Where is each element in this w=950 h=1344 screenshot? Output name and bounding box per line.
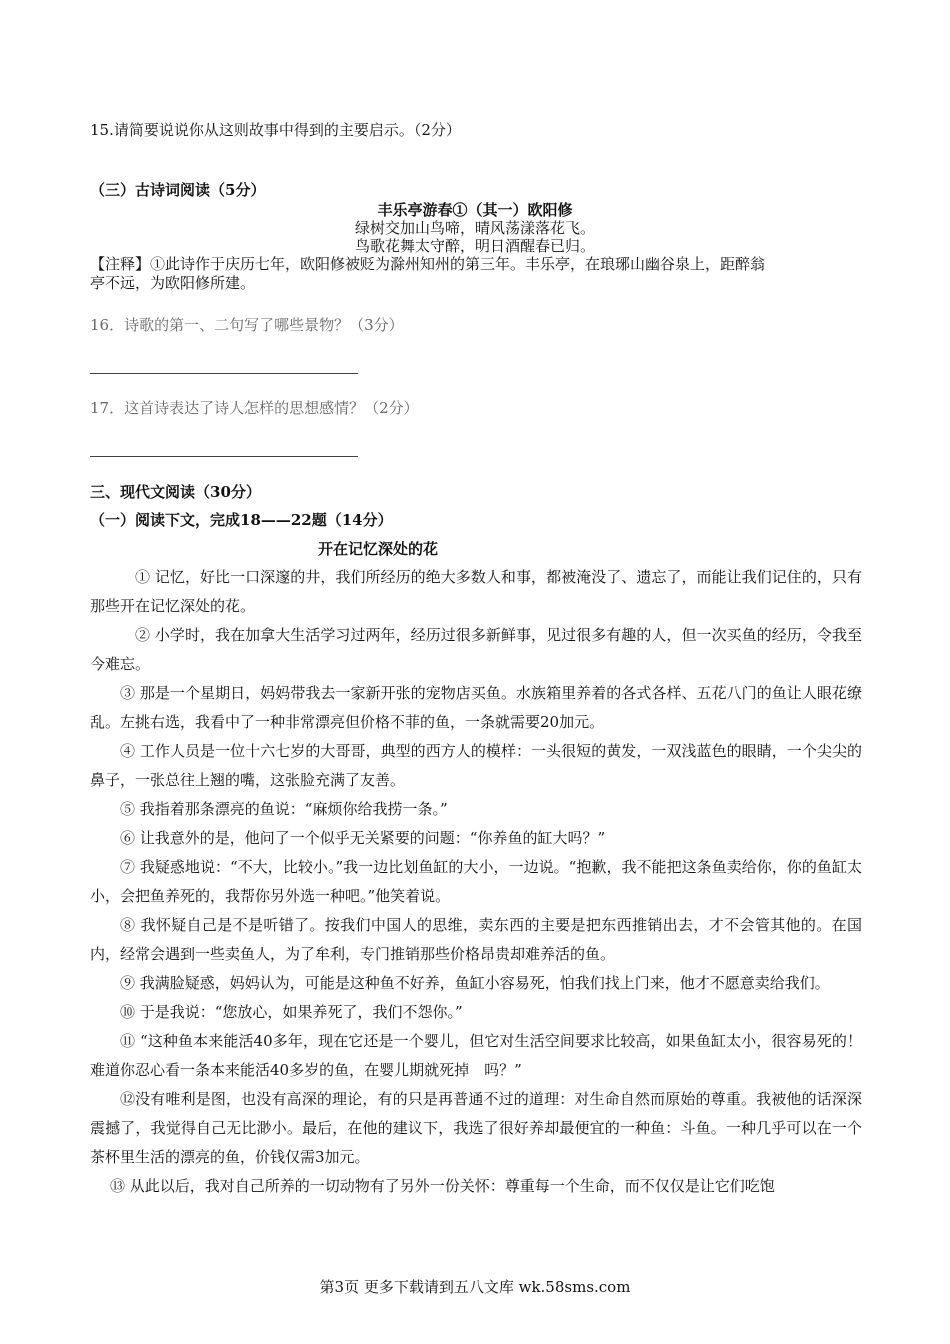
article-paragraph-8: ⑧ 我怀疑自己是不是听错了。按我们中国人的思维，卖东西的主要是把东西推销出去，才不会管其他的。在国内，经常会遇到一些卖鱼人，为了牟利，专门推销那些价格昂贵却难养活的鱼。 bbox=[90, 916, 862, 963]
article-paragraph-12: ⑫没有唯利是图，也没有高深的理论，有的只是再普通不过的道理：对生命自然而原始的尊重。我被他的话深深震撼了，我觉得自己无比渺小。最后，在他的建议下，我选了很好养却最便宜的一种鱼：斗鱼。一种几乎可以在一个茶杯里生活的漂亮的鱼，价钱仅需3加元。 bbox=[90, 1090, 862, 1166]
article-paragraph-3: ③ 那是一个星期日，妈妈带我去一家新开张的宠物店买鱼。水族箱里养着的各式各样、五花八门的鱼让人眼花缭乱。左挑右选，我看中了一种非常漂亮但价格不菲的鱼，一条就需要20加元。 bbox=[90, 684, 862, 731]
article-paragraph-5: ⑤ 我指着那条漂亮的鱼说：“麻烦你给我捞一条。” bbox=[120, 800, 448, 818]
answer-line-17 bbox=[90, 456, 358, 457]
article-paragraph-10: ⑩ 于是我说：“您放心，如果养死了，我们不怨你。” bbox=[120, 1003, 463, 1021]
poem-title: 丰乐亭游春①（其一）欧阳修 bbox=[377, 201, 573, 219]
question-16: 16．诗歌的第一、二句写了哪些景物？（3分） bbox=[90, 316, 404, 334]
article-paragraph-13: ⑬ 从此以后，我对自己所养的一切动物有了另外一份关怀：尊重每一个生命，而不仅仅是让它们吃饱 bbox=[110, 1177, 775, 1195]
page-footer: 第3页 更多下载请到五八文库 wk.58sms.com bbox=[319, 1278, 631, 1296]
answer-line-16 bbox=[90, 373, 358, 374]
poem-line-1: 绿树交加山鸟啼，晴风荡漾落花飞。 bbox=[354, 219, 595, 237]
article-paragraph-2: ② 小学时，我在加拿大生活学习过两年，经历过很多新鲜事，见过很多有趣的人，但一次买鱼的经历，令我至今难忘。 bbox=[90, 626, 862, 673]
modern-section-heading: 三、现代文阅读（30分） bbox=[90, 483, 261, 501]
article-body bbox=[90, 563, 862, 1201]
poem-note-line-1: 【注释】①此诗作于庆历七年，欧阳修被贬为滁州知州的第三年。丰乐亭，在琅琊山幽谷泉上，距醉翁 bbox=[90, 255, 766, 273]
question-15: 15.请简要说说你从这则故事中得到的主要启示。（2分） bbox=[90, 121, 461, 139]
article-paragraph-7: ⑦ 我疑惑地说：“不大，比较小。”我一边比划鱼缸的大小，一边说。“抱歉，我不能把这条鱼卖给你，你的鱼缸太小，会把鱼养死的，我帮你另外选一种吧。”他笑着说。 bbox=[90, 858, 862, 905]
article-paragraph-9: ⑨ 我满脸疑惑，妈妈认为，可能是这种鱼不好养，鱼缸小容易死，怕我们找上门来，他才不愿意卖给我们。 bbox=[120, 974, 830, 992]
poetry-section-heading: （三）古诗词阅读（5分） bbox=[90, 181, 266, 199]
article-paragraph-1: ① 记忆，好比一口深邃的井，我们所经历的绝大多数人和事，都被淹没了、遗忘了，而能让我们记住的，只有那些开在记忆深处的花。 bbox=[90, 568, 862, 615]
question-17: 17．这首诗表达了诗人怎样的思想感情？（2分） bbox=[90, 399, 419, 417]
poem-line-2: 鸟歌花舞太守醉，明日酒醒春已归。 bbox=[354, 237, 595, 255]
article-paragraph-11: ⑪ “这种鱼本来能活40多年，现在它还是一个婴儿，但它对生活空间要求比较高，如果鱼缸太小，很容易死的！难道你忍心看一条本来能活40多岁的鱼，在婴儿期就死掉 吗？” bbox=[90, 1032, 862, 1079]
article-title: 开在记忆深处的花 bbox=[318, 540, 439, 558]
article-paragraph-4: ④ 工作人员是一位十六七岁的大哥哥，典型的西方人的模样：一头很短的黄发，一双浅蓝色的眼睛，一个尖尖的鼻子，一张总往上翘的嘴，这张脸充满了友善。 bbox=[90, 742, 862, 789]
poem-note-line-2: 亭不远，为欧阳修所建。 bbox=[90, 274, 256, 292]
modern-subsection-heading: （一）阅读下文，完成18——22题（14分） bbox=[90, 511, 393, 529]
article-paragraph-6: ⑥ 让我意外的是，他问了一个似乎无关紧要的问题：“你养鱼的缸大吗？” bbox=[120, 829, 606, 847]
